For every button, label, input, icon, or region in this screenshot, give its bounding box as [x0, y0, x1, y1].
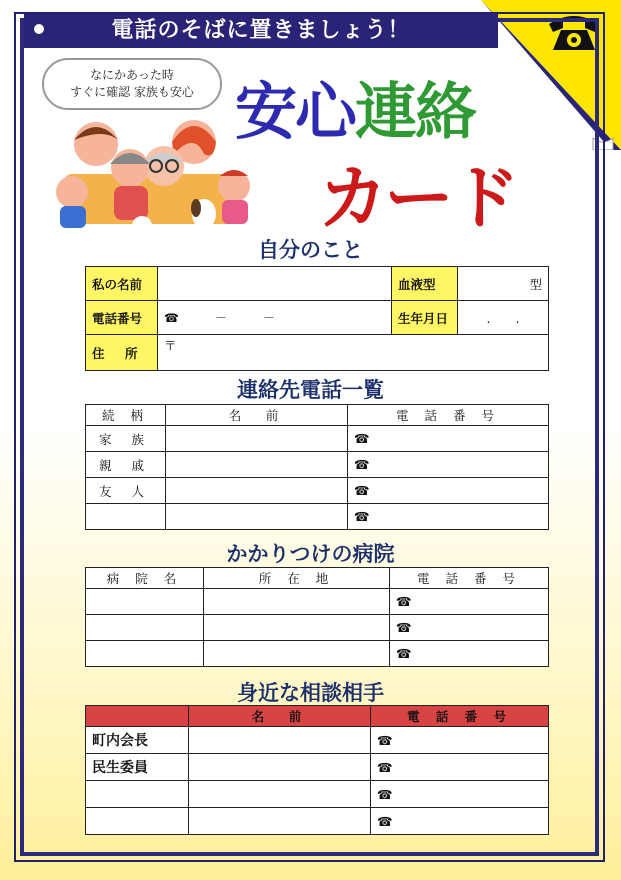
advisor-table	[85, 705, 549, 835]
advisor-name-field[interactable]	[189, 781, 371, 808]
hospital-location-field[interactable]	[204, 641, 390, 667]
telephone-icon: ☎	[377, 786, 393, 802]
advisor-phone-field[interactable]	[371, 781, 549, 808]
contacts-col-name: 名 前	[166, 405, 348, 426]
table-row	[86, 426, 549, 452]
phone-template: ☎ － －	[164, 311, 275, 325]
advisor-name-field[interactable]	[189, 727, 371, 754]
postal-mark: 〒	[164, 338, 177, 353]
hospital-col-phone: 電 話 番 号	[390, 568, 549, 589]
blood-type-suffix: 型	[529, 276, 542, 292]
blood-type-field[interactable]	[458, 267, 549, 301]
telephone-icon: ☎	[354, 457, 370, 472]
advisor-phone-field[interactable]	[371, 754, 549, 781]
birthdate-template: . .	[486, 310, 520, 326]
contacts-name-field[interactable]	[166, 504, 348, 530]
telephone-icon: ☎	[396, 620, 412, 635]
table-row	[86, 615, 549, 641]
contacts-phone-field[interactable]	[348, 426, 549, 452]
contacts-name-field[interactable]	[166, 452, 348, 478]
bubble-line-2: すぐに確認 家族も安心	[70, 85, 194, 99]
title-sub: カード	[318, 157, 516, 239]
advisor-role: 民生委員	[86, 754, 189, 781]
table-row	[86, 589, 549, 615]
table-row	[86, 452, 549, 478]
contacts-relation: 親 戚	[86, 452, 166, 478]
contacts-name-field[interactable]	[166, 478, 348, 504]
telephone-icon: ☎	[377, 813, 393, 829]
self-table	[85, 266, 549, 371]
advisor-col-role	[86, 706, 189, 727]
advisor-col-name: 名 前	[189, 706, 371, 727]
hospital-location-field[interactable]	[204, 589, 390, 615]
advisor-role-field[interactable]	[86, 781, 189, 808]
section-heading-hospital: かかりつけの病院	[226, 542, 395, 566]
hospital-name-field[interactable]	[86, 615, 204, 641]
telephone-icon: ☎	[396, 646, 412, 661]
table-row	[86, 504, 549, 530]
hospital-name-field[interactable]	[86, 589, 204, 615]
telephone-icon: ☎	[354, 431, 370, 446]
header-banner: 電話のそばに置きましょう！	[24, 14, 498, 48]
birthdate-field[interactable]	[458, 301, 549, 335]
family-illustration	[44, 114, 276, 242]
section-heading-advisor: 身近な相談相手	[237, 681, 384, 705]
contacts-col-relation: 続 柄	[86, 405, 166, 426]
telephone-icon: ☎	[354, 509, 370, 524]
hole-dot	[32, 22, 46, 36]
hospital-phone-field[interactable]	[390, 641, 549, 667]
table-row	[86, 781, 549, 808]
contacts-relation[interactable]	[86, 504, 166, 530]
blood-type-label: 血液型	[392, 267, 458, 301]
contacts-relation: 家 族	[86, 426, 166, 452]
hospital-col-name: 病 院 名	[86, 568, 204, 589]
name-field[interactable]	[158, 267, 392, 301]
advisor-name-field[interactable]	[189, 754, 371, 781]
hospital-name-field[interactable]	[86, 641, 204, 667]
contacts-phone-field[interactable]	[348, 504, 549, 530]
contacts-table	[85, 404, 549, 530]
speech-bubble	[42, 58, 222, 110]
section-heading-self: 自分のこと	[258, 238, 363, 262]
table-row	[86, 727, 549, 754]
contacts-phone-field[interactable]	[348, 452, 549, 478]
name-label: 私の名前	[86, 267, 158, 301]
telephone-icon: ☎	[377, 732, 393, 748]
advisor-name-field[interactable]	[189, 808, 371, 835]
table-row	[86, 641, 549, 667]
contacts-name-field[interactable]	[166, 426, 348, 452]
table-row	[86, 478, 549, 504]
title-part-2: 連絡	[355, 75, 476, 148]
bubble-line-1: なにかあった時	[90, 68, 174, 82]
phone-field[interactable]	[158, 301, 392, 335]
telephone-icon: ☎	[377, 759, 393, 775]
advisor-col-phone: 電 話 番 号	[371, 706, 549, 727]
address-label: 住 所	[86, 335, 158, 371]
phone-label: 電話番号	[86, 301, 158, 335]
advisor-role: 町内会長	[86, 727, 189, 754]
hospital-phone-field[interactable]	[390, 589, 549, 615]
hospital-phone-field[interactable]	[390, 615, 549, 641]
table-row	[86, 808, 549, 835]
telephone-icon: ☎	[396, 594, 412, 609]
table-row	[86, 754, 549, 781]
contacts-col-phone: 電 話 番 号	[348, 405, 549, 426]
title-part-1: 安心	[235, 75, 356, 148]
section-heading-contacts: 連絡先電話一覧	[237, 378, 384, 402]
hospital-col-location: 所 在 地	[204, 568, 390, 589]
birthdate-label: 生年月日	[392, 301, 458, 335]
contacts-phone-field[interactable]	[348, 478, 549, 504]
hospital-table	[85, 567, 549, 667]
advisor-role-field[interactable]	[86, 808, 189, 835]
telephone-icon: ☎	[354, 483, 370, 498]
contacts-relation: 友 人	[86, 478, 166, 504]
advisor-phone-field[interactable]	[371, 727, 549, 754]
advisor-phone-field[interactable]	[371, 808, 549, 835]
address-field[interactable]	[158, 335, 549, 371]
hospital-location-field[interactable]	[204, 615, 390, 641]
